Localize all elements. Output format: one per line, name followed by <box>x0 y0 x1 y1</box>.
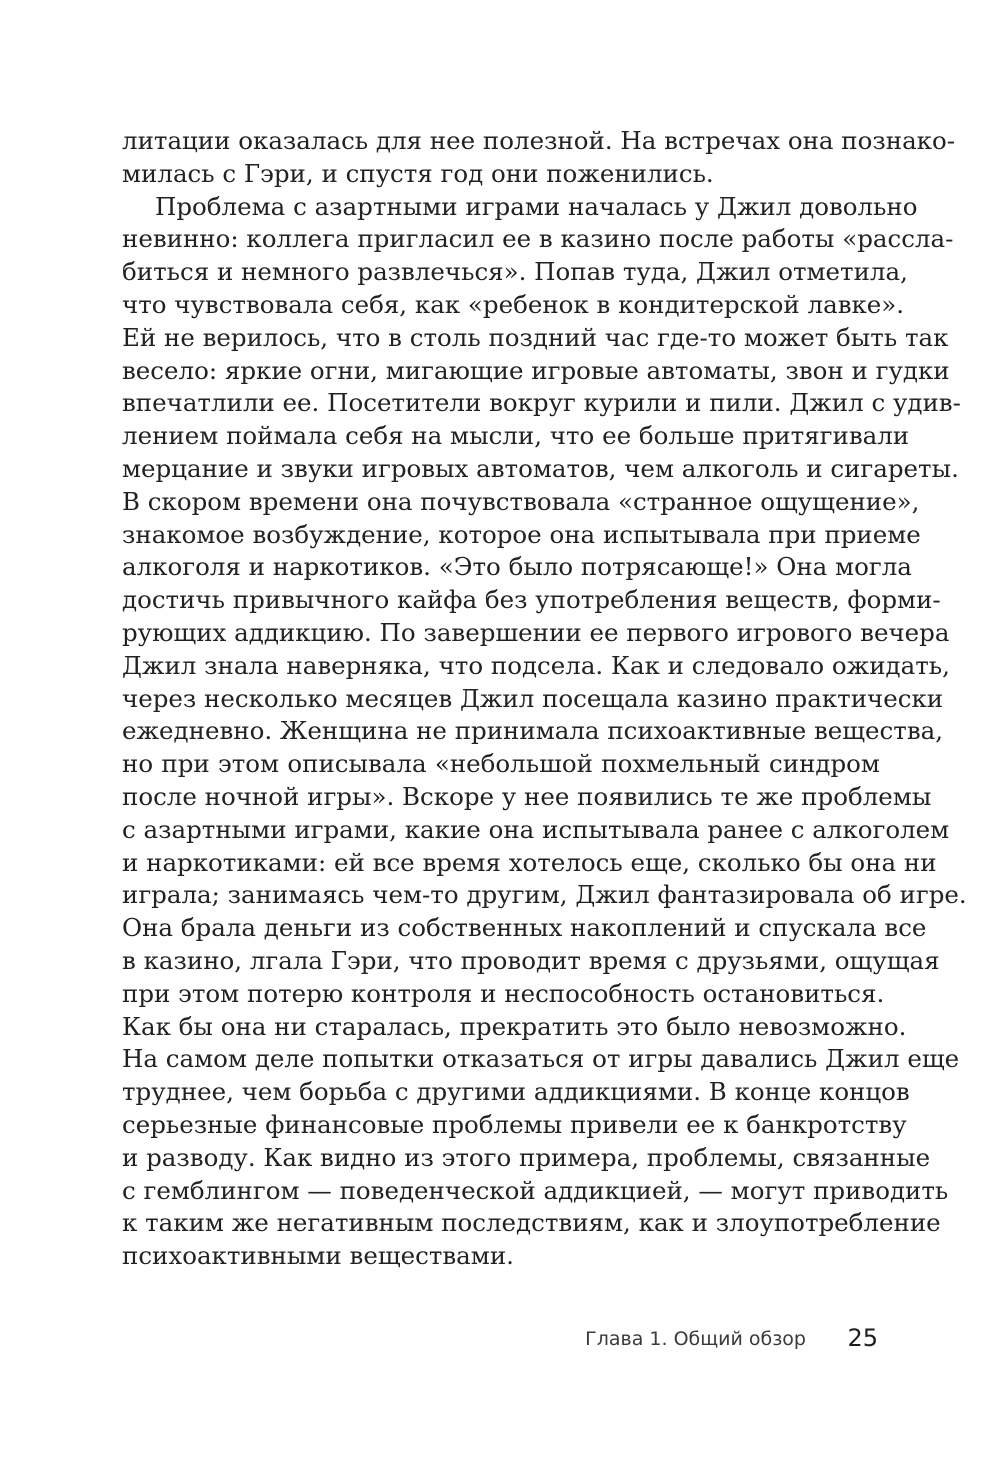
text-line: ежедневно. Женщина не принимала психоактивные вещества, <box>122 716 944 746</box>
text-line: Как бы она ни старалась, прекратить это было невозможно. <box>122 1011 907 1041</box>
body-text <box>122 125 967 1273</box>
text-line: психоактивными веществами. <box>122 1241 514 1271</box>
text-line: при этом потерю контроля и неспособность остановиться. <box>122 978 885 1008</box>
text-line: Джил знала наверняка, что подсела. Как и следовало ожидать, <box>122 650 950 680</box>
text-line: серьезные финансовые проблемы привели ее к банкротству <box>122 1109 907 1139</box>
text-line: к таким же негативным последствиям, как и злоупотребление <box>122 1208 941 1238</box>
text-line: через несколько месяцев Джил посещала казино практически <box>122 683 944 713</box>
text-line: впечатлили ее. Посетители вокруг курили и пили. Джил с удив- <box>122 388 961 418</box>
page-footer <box>122 1322 880 1358</box>
text-line: в казино, лгала Гэри, что проводит время с друзьями, ощущая <box>122 945 940 975</box>
text-line: знакомое возбуждение, которое она испытывала при приеме <box>122 519 921 549</box>
text-line: с гемблингом — поведенческой аддикцией, — могут приводить <box>122 1175 949 1205</box>
text-line: милась с Гэри, и спустя год они поженились. <box>122 158 714 188</box>
text-line: Она брала деньги из собственных накоплений и спускала все <box>122 913 927 943</box>
text-line: биться и немного развлечься». Попав туда, Джил отметила, <box>122 257 908 287</box>
text-line: труднее, чем борьба с другими аддикциями. В конце концов <box>122 1077 910 1107</box>
text-line: лением поймала себя на мысли, что ее больше притягивали <box>122 421 910 451</box>
text-line: достичь привычного кайфа без употребления веществ, форми- <box>122 585 941 615</box>
text-line: рующих аддикцию. По завершении ее первого игрового вечера <box>122 617 950 647</box>
text-line: алкоголя и наркотиков. «Это было потрясающе!» Она могла <box>122 552 912 582</box>
text-line: и наркотиками: ей все время хотелось еще, сколько бы она ни <box>122 847 937 877</box>
text-line: после ночной игры». Вскоре у нее появились те же проблемы <box>122 781 932 811</box>
text-line: весело: яркие огни, мигающие игровые автоматы, звон и гудки <box>122 355 950 385</box>
text-line: и разводу. Как видно из этого примера, проблемы, связанные <box>122 1142 931 1172</box>
running-head: Глава 1. Общий обзор <box>585 1328 806 1350</box>
text-line: Проблема с азартными играми началась у Джил довольно <box>155 191 918 221</box>
text-line: На самом деле попытки отказаться от игры давались Джил еще <box>122 1044 960 1074</box>
page-number: 25 <box>847 1324 878 1352</box>
text-line: что чувствовала себя, как «ребенок в кондитерской лавке». <box>122 289 905 319</box>
text-line: мерцание и звуки игровых автоматов, чем алкоголь и сигареты. <box>122 453 959 483</box>
text-line: В скором времени она почувствовала «странное ощущение», <box>122 486 920 516</box>
text-line: литации оказалась для нее полезной. На встречах она познако- <box>122 126 956 155</box>
text-line: но при этом описывала «небольшой похмельный синдром <box>122 749 880 779</box>
text-line: невинно: коллега пригласил ее в казино после работы «рассла- <box>122 224 954 254</box>
text-line: с азартными играми, какие она испытывала ранее с алкоголем <box>122 814 950 844</box>
text-line: играла; занимаясь чем-то другим, Джил фантазировала об игре. <box>122 880 967 910</box>
text-line: Ей не верилось, что в столь поздний час где-то может быть так <box>122 322 949 352</box>
